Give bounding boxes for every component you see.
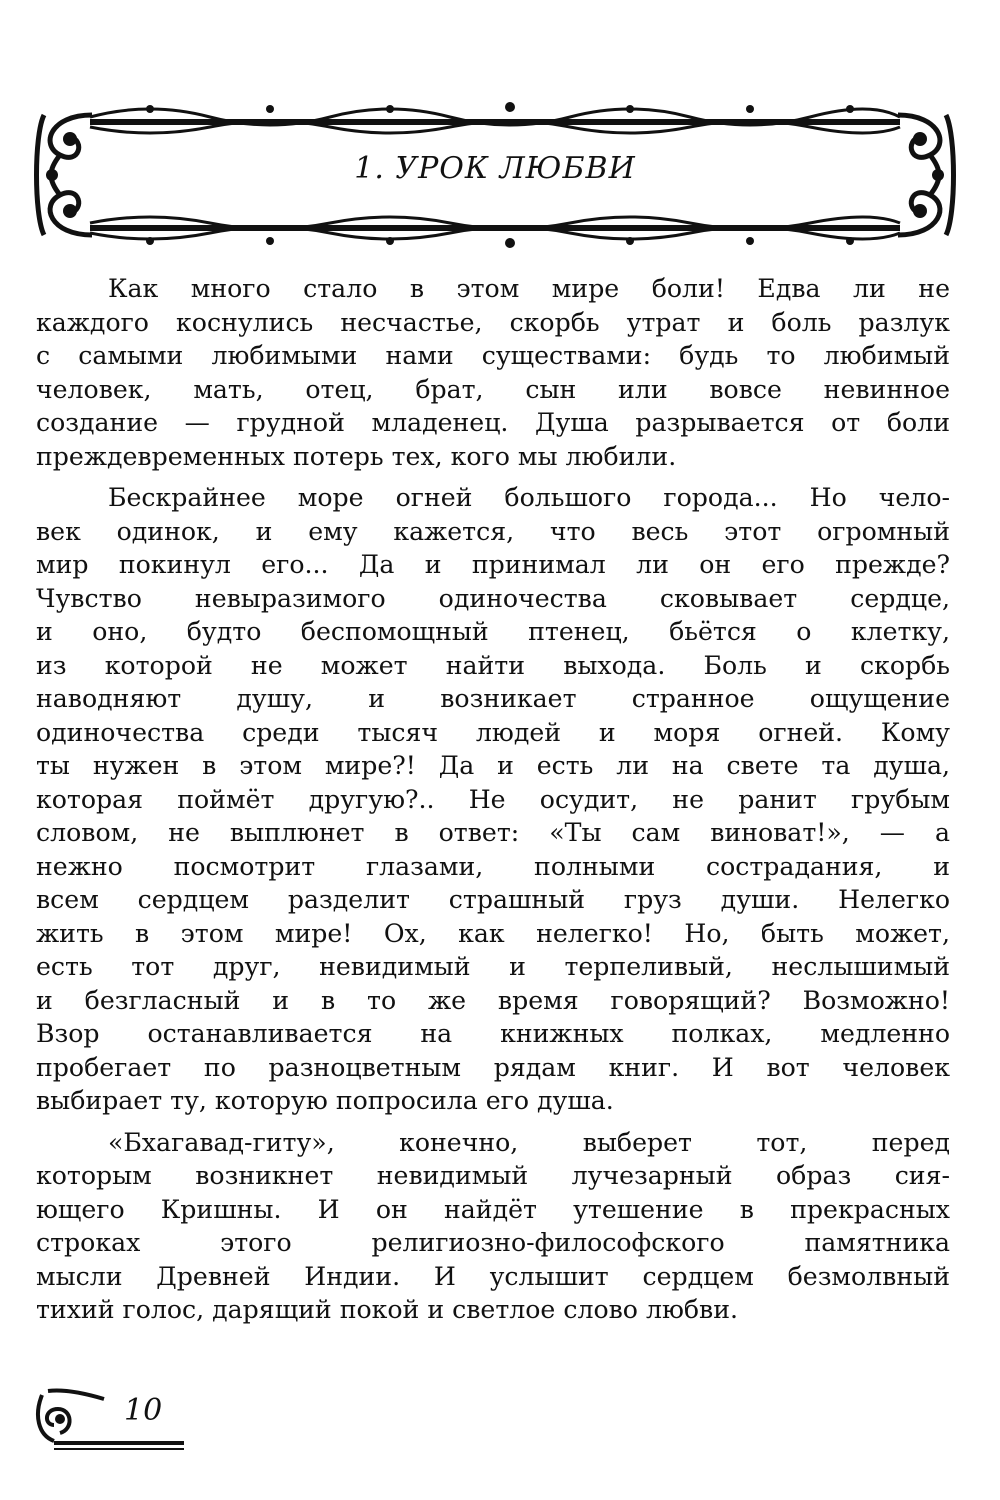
text-line: наводняют душу, и возникает странное ощущение [36,684,950,713]
text-line: мир покинул его... Да и принимал ли он его прежде? [36,550,950,579]
text-line: выбирает ту, которую попросила его душа. [36,1086,614,1115]
text-line: тихий голос, дарящий покой и светлое слово любви. [36,1295,739,1324]
text-line: жить в этом мире! Ох, как нелегко! Но, быть может, [36,918,950,948]
paragraph-1 [36,272,950,473]
text-line: нежно посмотрит глазами, полными сострадания, и [36,851,950,881]
body-text [36,272,950,1327]
text-line: ты нужен в этом мире?! Да и есть ли на свете та душа, [36,751,950,780]
text-line: ющего Кришны. И он найдёт утешение в прекрасных [36,1194,950,1224]
text-line: создание — грудной младенец. Душа разрывается от боли [36,408,950,437]
text-line: Как много стало в этом мире боли! Едва ли не [108,274,950,303]
text-line: одиночества среди тысяч людей и моря огней. Кому [36,717,950,747]
text-line: «Бхагавад-гиту», конечно, выберет тот, перед [108,1127,950,1157]
page-number: 10 [124,1393,163,1428]
text-line: есть тот друг, невидимый и терпеливый, неслышимый [36,952,950,981]
text-line: всем сердцем разделит страшный груз души. Нелегко [36,885,950,914]
paragraph-2 [36,481,950,1118]
text-line: из которой не может найти выхода. Боль и скорбь [36,650,950,680]
text-line: каждого коснулись несчастье, скорбь утрат и боль разлук [36,307,950,337]
paragraph-3 [36,1126,950,1327]
text-line: человек, мать, отец, брат, сын или вовсе невинное [36,374,950,404]
text-line: Бескрайнее море огней большого города... Но чело- [108,483,950,512]
text-line: Взор останавливается на книжных полках, медленно [36,1019,950,1048]
text-line: и оно, будто беспомощный птенец, бьётся о клетку, [36,617,950,646]
chapter-title: 1. УРОК ЛЮБВИ [354,151,636,186]
text-line: строках этого религиозно-философского памятника [36,1228,950,1257]
text-line: Чувство невыразимого одиночества сковывает сердце, [36,583,950,613]
text-line: преждевременных потерь тех, кого мы любили. [36,441,677,471]
page-footer [34,1385,194,1455]
text-line: словом, не выплюнет в ответ: «Ты сам виноват!», — а [36,818,950,847]
text-line: век одинок, и ему кажется, что весь этот огромный [36,516,950,546]
text-line: которым возникнет невидимый лучезарный образ сия- [36,1161,950,1190]
text-line: мысли Древней Индии. И услышит сердцем безмолвный [36,1261,950,1291]
footer-scroll-icon [34,1385,194,1455]
chapter-header-frame [30,95,960,255]
text-line: пробегает по разноцветным рядам книг. И вот человек [36,1052,950,1082]
text-line: с самыми любимыми нами существами: будь то любимый [36,341,950,370]
text-line: и безгласный и в то же время говорящий? Возможно! [36,985,950,1015]
text-line: которая поймёт другую?.. Не осудит, не ранит грубым [36,784,950,814]
